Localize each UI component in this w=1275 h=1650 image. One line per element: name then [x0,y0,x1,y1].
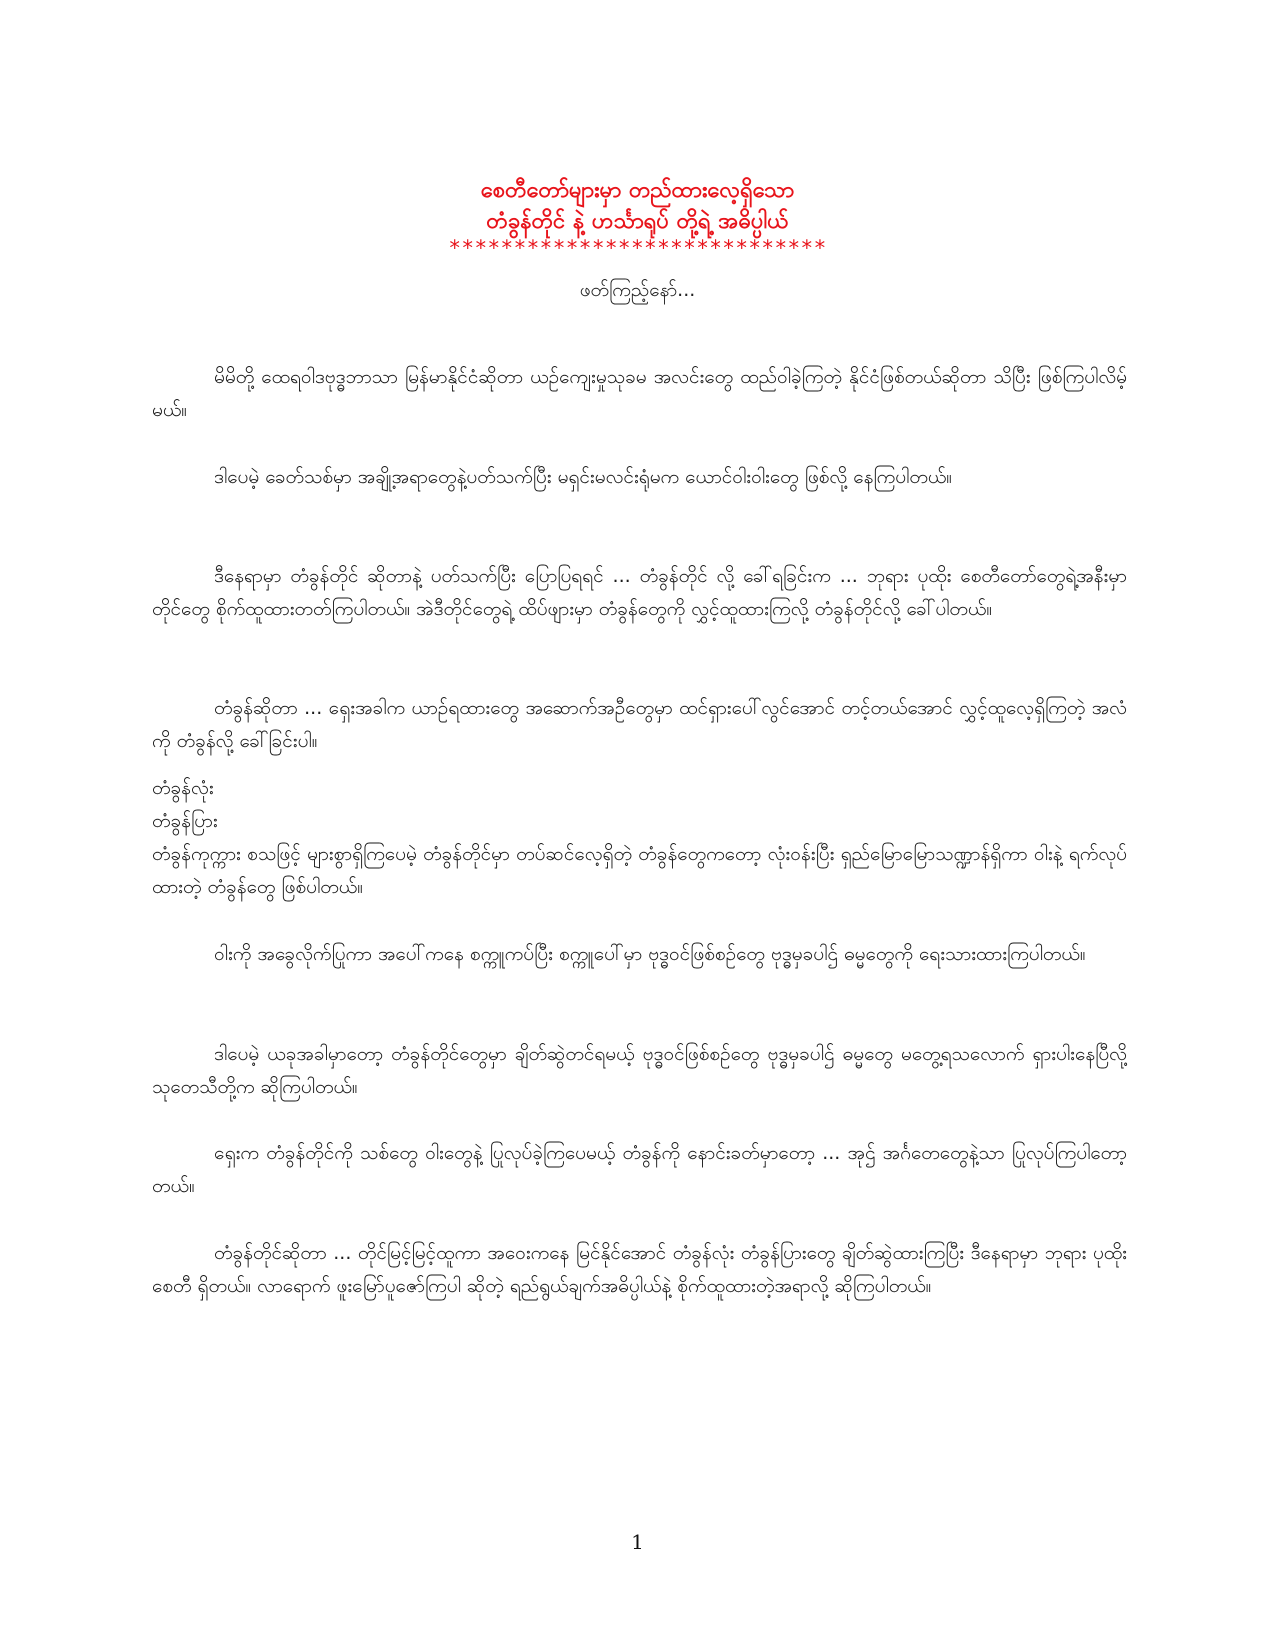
paragraph-2: ဒါပေမဲ့ ခေတ်သစ်မှာ အချို့အရာတွေနဲ့ပတ်သက်ပြီး မရှင်းမလင်းရုံမက ယောင်ဝါးဝါးတွေ ဖြစ်လို့ နေကြပါတယ်။ [214,466,953,488]
title-stars-divider: ***************************** [448,236,827,260]
title-line-2: တံခွန်တိုင် နဲ့ ဟင်္သာရုပ် တို့ရဲ့ အဓိပ္ပါယ် [486,209,789,234]
title-line-1: စေတီတော်များမှာ တည်ထားလေ့ရှိသော [480,178,795,203]
paragraph-3: ဒီနေရာမှာ တံခွန်တိုင် ဆိုတာနဲ့ ပတ်သက်ပြီး ပြောပြရရင် ... တံခွန်တိုင် လို့ ခေါ်ရခြင်းက ... ဘုရား ပုထိုး စေတီတော်တွေရဲ့အနီးမှာ တိုင်တွေ စိုက်ထူထားတတ်ကြပါတယ်။ အဲဒီတိုင်တွေရဲ့ ထိပ်ဖျားမှာ တံခွန်တွေကို လွှင့်ထူထားကြလို့ တံခွန်တိုင်လို့ ခေါ်ပါတယ်။ [152,565,1127,620]
list-line-2: တံခွန်ပြား [152,810,218,832]
page-number: 1 [631,1530,644,1554]
paragraph-8: တံခွန်တိုင်ဆိုတာ ... တိုင်မြင့်မြင့်ထူကာ အဝေးကနေ မြင်နိုင်အောင် တံခွန်လုံး တံခွန်ပြားတွေ ချိတ်ဆွဲထားကြပြီး ဒီနေရာမှာ ဘုရား ပုထိုး စေတီ ရှိတယ်။ လာရောက် ဖူးမြော်ပူဇော်ကြပါ ဆိုတဲ့ ရည်ရွယ်ချက်အဓိပ္ပါယ်နဲ့ စိုက်ထူထားတဲ့အရာလို့ ဆိုကြပါတယ်။ [152,1242,1127,1297]
paragraph-1: မိမိတို့ ထေရဝါဒဗုဒ္ဓဘာသာ မြန်မာနိုင်ငံဆိုတာ ယဉ်ကျေးမှုသုခမ အလင်းတွေ ထည်ဝါခဲ့ကြတဲ့ နိုင်ငံဖြစ်တယ်ဆိုတာ သိပြီး ဖြစ်ကြပါလိမ့်မယ်။ [152,366,1127,421]
paragraph-4: တံခွန်ဆိုတာ ... ရှေးအခါက ယာဉ်ရထားတွေ အဆောက်အဦတွေမှာ ထင်ရှားပေါ်လွင်အောင် တင့်တယ်အောင် လွှင့်ထူလေ့ရှိကြတဲ့ အလံကို တံခွန်လို့ ခေါ်ခြင်းပါ။ [152,697,1127,752]
list-paragraph: တံခွန်ကုက္ကား စသဖြင့် များစွာရှိကြပေမဲ့ တံခွန်တိုင်မှာ တပ်ဆင်လေ့ရှိတဲ့ တံခွန်တွေကတော့ လုံးဝန်းပြီး ရှည်မြောမြောသဏ္ဍာန်ရှိကာ ဝါးနဲ့ ရက်လုပ်ထားတဲ့ တံခွန်တွေ ဖြစ်ပါတယ်။ [152,843,1127,898]
paragraph-6: ဒါပေမဲ့ ယခုအခါမှာတော့ တံခွန်တိုင်တွေမှာ ချိတ်ဆွဲတင်ရမယ့် ဗုဒ္ဓဝင်ဖြစ်စဉ်တွေ ဗုဒ္ဓမှခပါဌ် ဓမ္မတွေ မတွေ့ရသလောက် ရှားပါးနေပြီလို့ သုတေသီတို့က ဆိုကြပါတယ်။ [152,1043,1127,1098]
subtitle: ဖတ်ကြည့်နော်... [579,279,696,301]
paragraph-5: ဝါးကို အခွေလိုက်ပြုကာ အပေါ်ကနေ စက္ကူကပ်ပြီး စက္ကူပေါ်မှာ ဗုဒ္ဓဝင်ဖြစ်စဉ်တွေ ဗုဒ္ဓမှခပါဌ် ဓမ္မတွေကို ရေးသားထားကြပါတယ်။ [214,943,1086,965]
list-line-1: တံခွန်လုံး [152,777,214,799]
paragraph-7: ရှေးက တံခွန်တိုင်ကို သစ်တွေ ဝါးတွေနဲ့ ပြုလုပ်ခဲ့ကြပေမယ့် တံခွန်ကို နောင်းခတ်မှာတော့ ... အုဌ် အင်္ဂတေတွေနဲ့သာ ပြုလုပ်ကြပါတော့တယ်။ [152,1142,1127,1197]
